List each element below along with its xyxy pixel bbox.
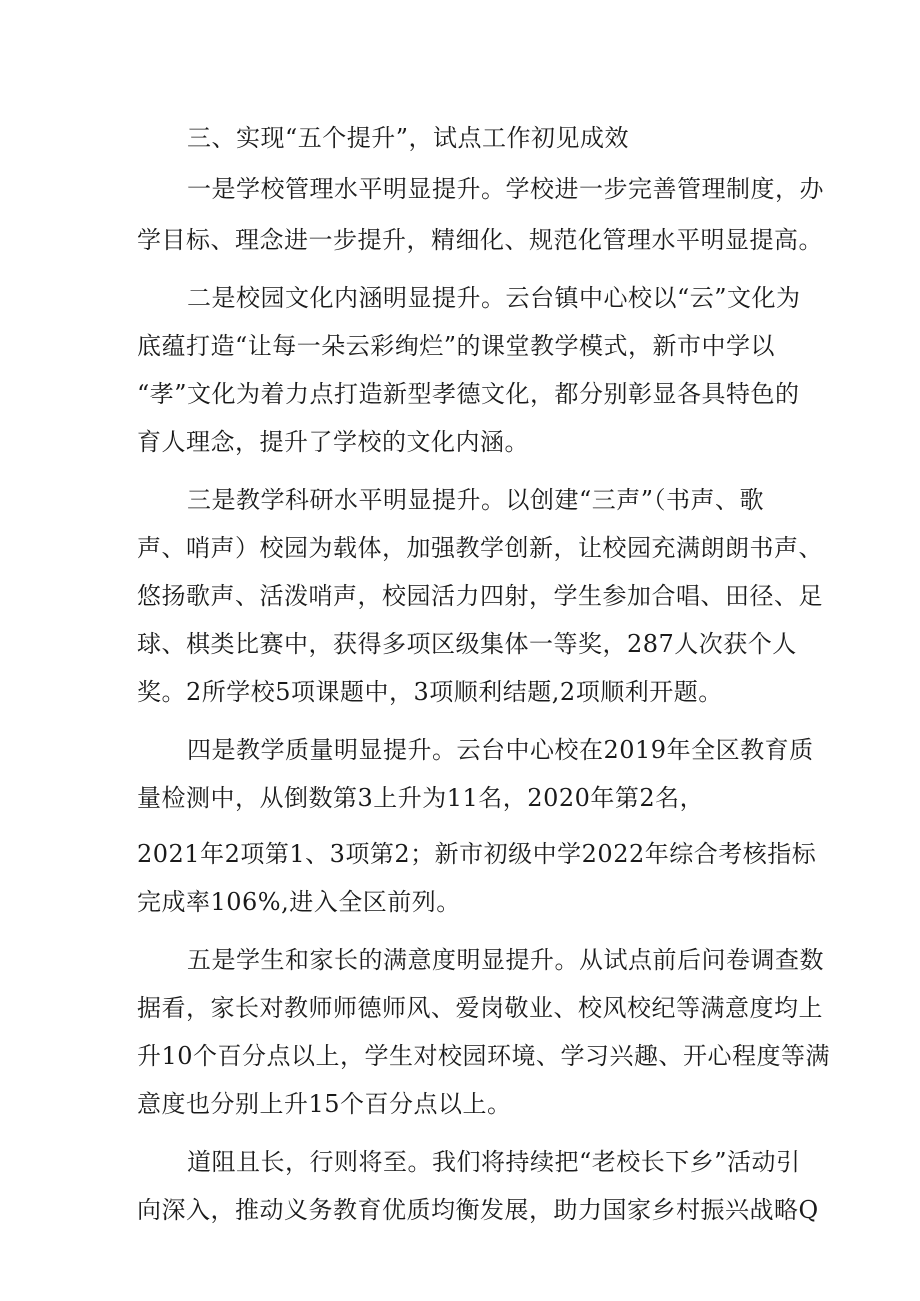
paragraph-6-line-2: 向深入，推动义务教育优质均衡发展，助力国家乡村振兴战略Q — [137, 1196, 819, 1224]
paragraph-2-line-4: 育人理念，提升了学校的文化内涵。 — [137, 428, 529, 456]
paragraph-1-line-1: 一是学校管理水平明显提升。学校进一步完善管理制度，办 — [187, 175, 824, 203]
paragraph-3-line-4: 球、棋类比赛中，获得多项区级集体一等奖，287人次获个人 — [137, 630, 797, 658]
paragraph-2-line-1: 二是校园文化内涵明显提升。云台镇中心校以“云”文化为 — [187, 284, 801, 312]
paragraph-3-line-3: 悠扬歌声、活泼哨声，校园活力四射，学生参加合唱、田径、足 — [137, 582, 823, 610]
paragraph-5-line-4: 意度也分别上升15个百分点以上。 — [137, 1090, 512, 1118]
paragraph-1-line-2: 学目标、理念进一步提升，精细化、规范化管理水平明显提高。 — [137, 226, 823, 254]
section-heading: 三、实现“五个提升”，试点工作初见成效 — [187, 124, 630, 152]
paragraph-5-line-2: 据看，家长对教师师德师风、爱岗敬业、校风校纪等满意度均上 — [137, 994, 823, 1022]
paragraph-4-line-4: 完成率106%,进入全区前列。 — [137, 888, 461, 916]
paragraph-4-line-1: 四是教学质量明显提升。云台中心校在2019年全区教育质 — [187, 736, 814, 764]
paragraph-2-line-2: 底蕴打造“让每一朵云彩绚烂”的课堂教学模式，新市中学以 — [137, 332, 776, 360]
paragraph-3-line-5: 奖。2所学校5项课题中，3项顺利结题,2项顺利开题。 — [137, 678, 723, 706]
paragraph-4-line-3: 2021年2项第1、3项第2；新市初级中学2022年综合考核指标 — [137, 840, 817, 868]
paragraph-4-line-2: 量检测中，从倒数第3上升为11名，2020年第2名， — [137, 784, 705, 812]
paragraph-5-line-1: 五是学生和家长的满意度明显提升。从试点前后问卷调查数 — [187, 946, 824, 974]
paragraph-6-line-1: 道阻且长，行则将至。我们将持续把“老校长下乡”活动引 — [187, 1148, 801, 1176]
paragraph-2-line-3: “孝”文化为着力点打造新型孝德文化，都分别彰显各具特色的 — [137, 380, 800, 408]
paragraph-3-line-2: 声、哨声）校园为载体，加强教学创新，让校园充满朗朗书声、 — [137, 534, 823, 562]
paragraph-3-line-1: 三是教学科研水平明显提升。以创建“三声”（书声、歌 — [187, 486, 765, 514]
paragraph-5-line-3: 升10个百分点以上，学生对校园环境、学习兴趣、开心程度等满 — [137, 1042, 831, 1070]
